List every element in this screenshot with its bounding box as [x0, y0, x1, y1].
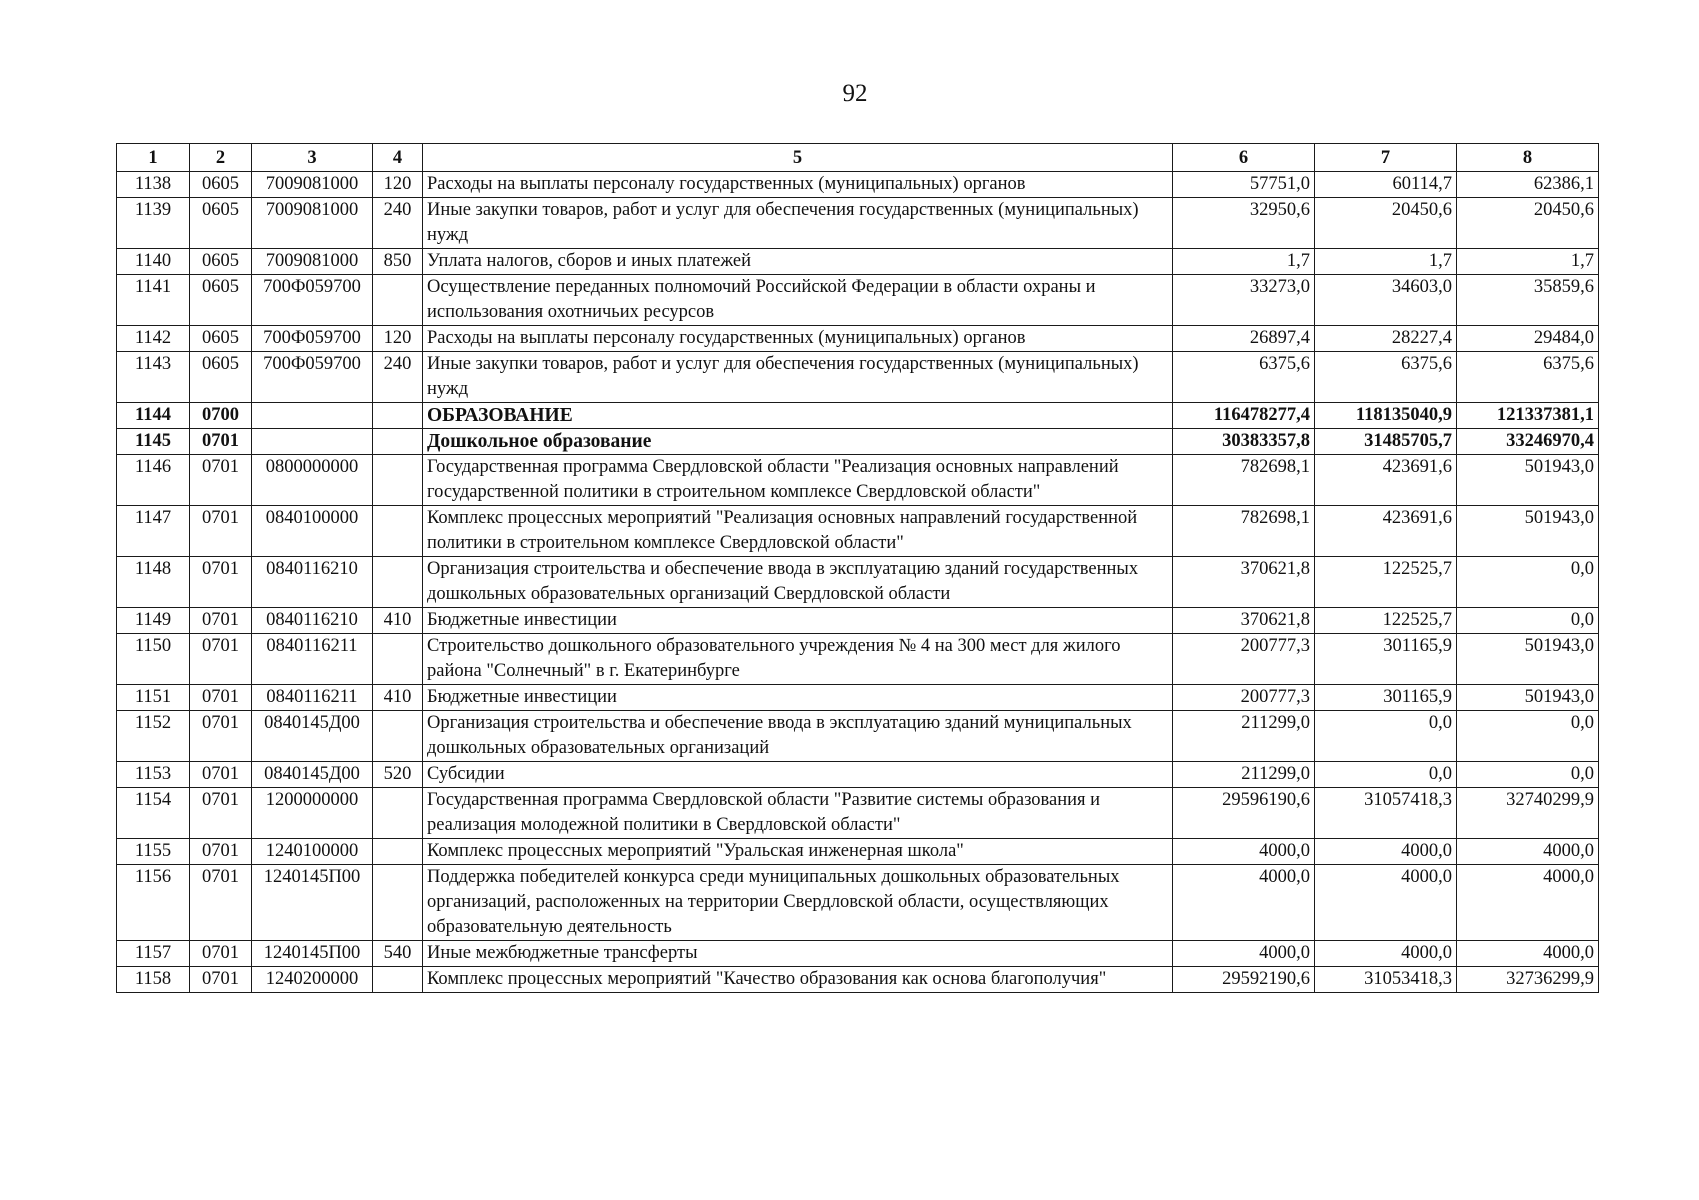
- expense-type-cell: 410: [373, 685, 423, 711]
- amount-col-7-cell: 0,0: [1315, 711, 1457, 762]
- expense-type-cell: 410: [373, 608, 423, 634]
- row-number-cell: 1140: [117, 249, 190, 275]
- target-code-cell: 0840116210: [252, 608, 373, 634]
- table-header-row: [117, 144, 1599, 172]
- amount-col-7-cell: 423691,6: [1315, 455, 1457, 506]
- row-number-cell: 1157: [117, 941, 190, 967]
- item-name-cell: Государственная программа Свердловской области "Развитие системы образования и реализация молодежной политики в Свердловской области": [423, 788, 1173, 839]
- amount-col-8-cell: 4000,0: [1457, 839, 1599, 865]
- amount-col-7-cell: 301165,9: [1315, 685, 1457, 711]
- amount-col-8-cell: 35859,6: [1457, 275, 1599, 326]
- item-name-cell: Субсидии: [423, 762, 1173, 788]
- header-col-8: 8: [1457, 144, 1599, 172]
- expense-type-cell: [373, 839, 423, 865]
- table-row: [117, 455, 1599, 506]
- target-code-cell: 1240145П00: [252, 865, 373, 941]
- item-name-cell: Бюджетные инвестиции: [423, 608, 1173, 634]
- target-code-cell: 7009081000: [252, 172, 373, 198]
- expense-type-cell: [373, 403, 423, 429]
- amount-col-7-cell: 31053418,3: [1315, 967, 1457, 993]
- table-row: [117, 762, 1599, 788]
- row-number-cell: 1145: [117, 429, 190, 455]
- expense-type-cell: 240: [373, 198, 423, 249]
- amount-col-8-cell: 62386,1: [1457, 172, 1599, 198]
- amount-col-8-cell: 4000,0: [1457, 941, 1599, 967]
- item-name-cell: Расходы на выплаты персоналу государственных (муниципальных) органов: [423, 172, 1173, 198]
- header-col-5: 5: [423, 144, 1173, 172]
- item-name-cell: Комплекс процессных мероприятий "Реализация основных направлений государственной политики в строительном комплексе Свердловской области": [423, 506, 1173, 557]
- amount-col-8-cell: 501943,0: [1457, 506, 1599, 557]
- amount-col-7-cell: 1,7: [1315, 249, 1457, 275]
- section-code-cell: 0701: [190, 839, 252, 865]
- amount-col-7-cell: 6375,6: [1315, 352, 1457, 403]
- table-row: [117, 429, 1599, 455]
- amount-col-6-cell: 1,7: [1173, 249, 1315, 275]
- target-code-cell: 700Ф059700: [252, 275, 373, 326]
- table-row: [117, 634, 1599, 685]
- table-row: [117, 172, 1599, 198]
- amount-col-6-cell: 200777,3: [1173, 634, 1315, 685]
- table-row: [117, 352, 1599, 403]
- row-number-cell: 1149: [117, 608, 190, 634]
- amount-col-8-cell: 501943,0: [1457, 634, 1599, 685]
- amount-col-6-cell: 57751,0: [1173, 172, 1315, 198]
- section-code-cell: 0605: [190, 275, 252, 326]
- section-code-cell: 0701: [190, 762, 252, 788]
- amount-col-8-cell: 0,0: [1457, 557, 1599, 608]
- row-number-cell: 1148: [117, 557, 190, 608]
- target-code-cell: 0840116211: [252, 634, 373, 685]
- section-code-cell: 0701: [190, 685, 252, 711]
- amount-col-8-cell: 4000,0: [1457, 865, 1599, 941]
- amount-col-8-cell: 501943,0: [1457, 455, 1599, 506]
- amount-col-8-cell: 20450,6: [1457, 198, 1599, 249]
- expense-type-cell: 520: [373, 762, 423, 788]
- table-row: [117, 557, 1599, 608]
- row-number-cell: 1156: [117, 865, 190, 941]
- amount-col-7-cell: 60114,7: [1315, 172, 1457, 198]
- target-code-cell: [252, 429, 373, 455]
- section-code-cell: 0605: [190, 172, 252, 198]
- item-name-cell: Иные закупки товаров, работ и услуг для обеспечения государственных (муниципальных) нужд: [423, 198, 1173, 249]
- expense-type-cell: 850: [373, 249, 423, 275]
- amount-col-7-cell: 20450,6: [1315, 198, 1457, 249]
- target-code-cell: 0800000000: [252, 455, 373, 506]
- amount-col-6-cell: 29592190,6: [1173, 967, 1315, 993]
- amount-col-7-cell: 28227,4: [1315, 326, 1457, 352]
- item-name-cell: Организация строительства и обеспечение ввода в эксплуатацию зданий государственных дошкольных образовательных организаций Свердловской области: [423, 557, 1173, 608]
- item-name-cell: ОБРАЗОВАНИЕ: [423, 403, 1173, 429]
- table-body: [117, 172, 1599, 993]
- section-code-cell: 0605: [190, 326, 252, 352]
- table-row: [117, 506, 1599, 557]
- table-row: [117, 608, 1599, 634]
- header-col-1: 1: [117, 144, 190, 172]
- amount-col-7-cell: 118135040,9: [1315, 403, 1457, 429]
- section-code-cell: 0605: [190, 249, 252, 275]
- item-name-cell: Строительство дошкольного образовательного учреждения № 4 на 300 мест для жилого района "Солнечный" в г. Екатеринбурге: [423, 634, 1173, 685]
- target-code-cell: 7009081000: [252, 198, 373, 249]
- target-code-cell: 1200000000: [252, 788, 373, 839]
- amount-col-7-cell: 301165,9: [1315, 634, 1457, 685]
- amount-col-8-cell: 121337381,1: [1457, 403, 1599, 429]
- amount-col-8-cell: 32736299,9: [1457, 967, 1599, 993]
- section-code-cell: 0701: [190, 455, 252, 506]
- amount-col-8-cell: 0,0: [1457, 608, 1599, 634]
- row-number-cell: 1155: [117, 839, 190, 865]
- amount-col-6-cell: 782698,1: [1173, 455, 1315, 506]
- amount-col-7-cell: 122525,7: [1315, 608, 1457, 634]
- header-col-2: 2: [190, 144, 252, 172]
- amount-col-8-cell: 6375,6: [1457, 352, 1599, 403]
- target-code-cell: 1240145П00: [252, 941, 373, 967]
- amount-col-6-cell: 370621,8: [1173, 608, 1315, 634]
- amount-col-8-cell: 29484,0: [1457, 326, 1599, 352]
- expense-type-cell: [373, 506, 423, 557]
- section-code-cell: 0701: [190, 711, 252, 762]
- amount-col-6-cell: 33273,0: [1173, 275, 1315, 326]
- amount-col-6-cell: 200777,3: [1173, 685, 1315, 711]
- row-number-cell: 1144: [117, 403, 190, 429]
- section-code-cell: 0701: [190, 865, 252, 941]
- amount-col-8-cell: 0,0: [1457, 762, 1599, 788]
- amount-col-6-cell: 6375,6: [1173, 352, 1315, 403]
- row-number-cell: 1147: [117, 506, 190, 557]
- amount-col-7-cell: 0,0: [1315, 762, 1457, 788]
- item-name-cell: Бюджетные инвестиции: [423, 685, 1173, 711]
- amount-col-7-cell: 4000,0: [1315, 839, 1457, 865]
- target-code-cell: 7009081000: [252, 249, 373, 275]
- target-code-cell: 0840145Д00: [252, 711, 373, 762]
- section-code-cell: 0701: [190, 788, 252, 839]
- section-code-cell: 0605: [190, 198, 252, 249]
- row-number-cell: 1139: [117, 198, 190, 249]
- table-row: [117, 326, 1599, 352]
- item-name-cell: Уплата налогов, сборов и иных платежей: [423, 249, 1173, 275]
- table-row: [117, 865, 1599, 941]
- amount-col-7-cell: 34603,0: [1315, 275, 1457, 326]
- item-name-cell: Организация строительства и обеспечение ввода в эксплуатацию зданий муниципальных дошкольных образовательных организаций: [423, 711, 1173, 762]
- item-name-cell: Комплекс процессных мероприятий "Качество образования как основа благополучия": [423, 967, 1173, 993]
- expense-type-cell: [373, 711, 423, 762]
- amount-col-8-cell: 32740299,9: [1457, 788, 1599, 839]
- amount-col-6-cell: 116478277,4: [1173, 403, 1315, 429]
- row-number-cell: 1154: [117, 788, 190, 839]
- amount-col-6-cell: 26897,4: [1173, 326, 1315, 352]
- section-code-cell: 0701: [190, 557, 252, 608]
- budget-table: [116, 143, 1599, 993]
- amount-col-6-cell: 30383357,8: [1173, 429, 1315, 455]
- header-col-4: 4: [373, 144, 423, 172]
- section-code-cell: 0701: [190, 429, 252, 455]
- target-code-cell: 0840100000: [252, 506, 373, 557]
- table-row: [117, 788, 1599, 839]
- target-code-cell: 0840116211: [252, 685, 373, 711]
- amount-col-7-cell: 4000,0: [1315, 865, 1457, 941]
- table-row: [117, 198, 1599, 249]
- item-name-cell: Иные межбюджетные трансферты: [423, 941, 1173, 967]
- expense-type-cell: [373, 455, 423, 506]
- section-code-cell: 0701: [190, 506, 252, 557]
- amount-col-8-cell: 0,0: [1457, 711, 1599, 762]
- amount-col-6-cell: 4000,0: [1173, 839, 1315, 865]
- table-row: [117, 711, 1599, 762]
- amount-col-7-cell: 31057418,3: [1315, 788, 1457, 839]
- table-row: [117, 967, 1599, 993]
- amount-col-6-cell: 29596190,6: [1173, 788, 1315, 839]
- page-number: 92: [842, 80, 868, 107]
- amount-col-6-cell: 211299,0: [1173, 711, 1315, 762]
- section-code-cell: 0701: [190, 941, 252, 967]
- target-code-cell: 0840145Д00: [252, 762, 373, 788]
- section-code-cell: 0701: [190, 608, 252, 634]
- row-number-cell: 1138: [117, 172, 190, 198]
- section-code-cell: 0605: [190, 352, 252, 403]
- section-code-cell: 0700: [190, 403, 252, 429]
- row-number-cell: 1158: [117, 967, 190, 993]
- header-col-3: 3: [252, 144, 373, 172]
- target-code-cell: 700Ф059700: [252, 352, 373, 403]
- expense-type-cell: [373, 275, 423, 326]
- item-name-cell: Иные закупки товаров, работ и услуг для обеспечения государственных (муниципальных) нужд: [423, 352, 1173, 403]
- expense-type-cell: [373, 557, 423, 608]
- table-row: [117, 839, 1599, 865]
- amount-col-8-cell: 1,7: [1457, 249, 1599, 275]
- row-number-cell: 1151: [117, 685, 190, 711]
- expense-type-cell: [373, 788, 423, 839]
- item-name-cell: Дошкольное образование: [423, 429, 1173, 455]
- header-col-6: 6: [1173, 144, 1315, 172]
- table-row: [117, 249, 1599, 275]
- target-code-cell: 1240200000: [252, 967, 373, 993]
- amount-col-7-cell: 423691,6: [1315, 506, 1457, 557]
- table-row: [117, 941, 1599, 967]
- row-number-cell: 1150: [117, 634, 190, 685]
- expense-type-cell: [373, 865, 423, 941]
- row-number-cell: 1143: [117, 352, 190, 403]
- amount-col-6-cell: 782698,1: [1173, 506, 1315, 557]
- expense-type-cell: 540: [373, 941, 423, 967]
- item-name-cell: Государственная программа Свердловской области "Реализация основных направлений государственной политики в строительном комплексе Свердловской области": [423, 455, 1173, 506]
- table-row: [117, 403, 1599, 429]
- target-code-cell: 0840116210: [252, 557, 373, 608]
- item-name-cell: Осуществление переданных полномочий Российской Федерации в области охраны и использования охотничьих ресурсов: [423, 275, 1173, 326]
- row-number-cell: 1146: [117, 455, 190, 506]
- amount-col-7-cell: 31485705,7: [1315, 429, 1457, 455]
- amount-col-6-cell: 211299,0: [1173, 762, 1315, 788]
- row-number-cell: 1153: [117, 762, 190, 788]
- table-row: [117, 685, 1599, 711]
- item-name-cell: Комплекс процессных мероприятий "Уральская инженерная школа": [423, 839, 1173, 865]
- row-number-cell: 1152: [117, 711, 190, 762]
- row-number-cell: 1142: [117, 326, 190, 352]
- target-code-cell: [252, 403, 373, 429]
- expense-type-cell: [373, 429, 423, 455]
- amount-col-6-cell: 4000,0: [1173, 865, 1315, 941]
- expense-type-cell: 120: [373, 172, 423, 198]
- expense-type-cell: [373, 967, 423, 993]
- amount-col-8-cell: 501943,0: [1457, 685, 1599, 711]
- section-code-cell: 0701: [190, 634, 252, 685]
- amount-col-6-cell: 32950,6: [1173, 198, 1315, 249]
- table-row: [117, 275, 1599, 326]
- item-name-cell: Поддержка победителей конкурса среди муниципальных дошкольных образовательных организаций, расположенных на территории Свердловской области, осуществляющих образовательную деятельность: [423, 865, 1173, 941]
- amount-col-8-cell: 33246970,4: [1457, 429, 1599, 455]
- section-code-cell: 0701: [190, 967, 252, 993]
- target-code-cell: 700Ф059700: [252, 326, 373, 352]
- expense-type-cell: 240: [373, 352, 423, 403]
- header-col-7: 7: [1315, 144, 1457, 172]
- amount-col-6-cell: 370621,8: [1173, 557, 1315, 608]
- amount-col-6-cell: 4000,0: [1173, 941, 1315, 967]
- target-code-cell: 1240100000: [252, 839, 373, 865]
- expense-type-cell: [373, 634, 423, 685]
- amount-col-7-cell: 4000,0: [1315, 941, 1457, 967]
- amount-col-7-cell: 122525,7: [1315, 557, 1457, 608]
- item-name-cell: Расходы на выплаты персоналу государственных (муниципальных) органов: [423, 326, 1173, 352]
- row-number-cell: 1141: [117, 275, 190, 326]
- expense-type-cell: 120: [373, 326, 423, 352]
